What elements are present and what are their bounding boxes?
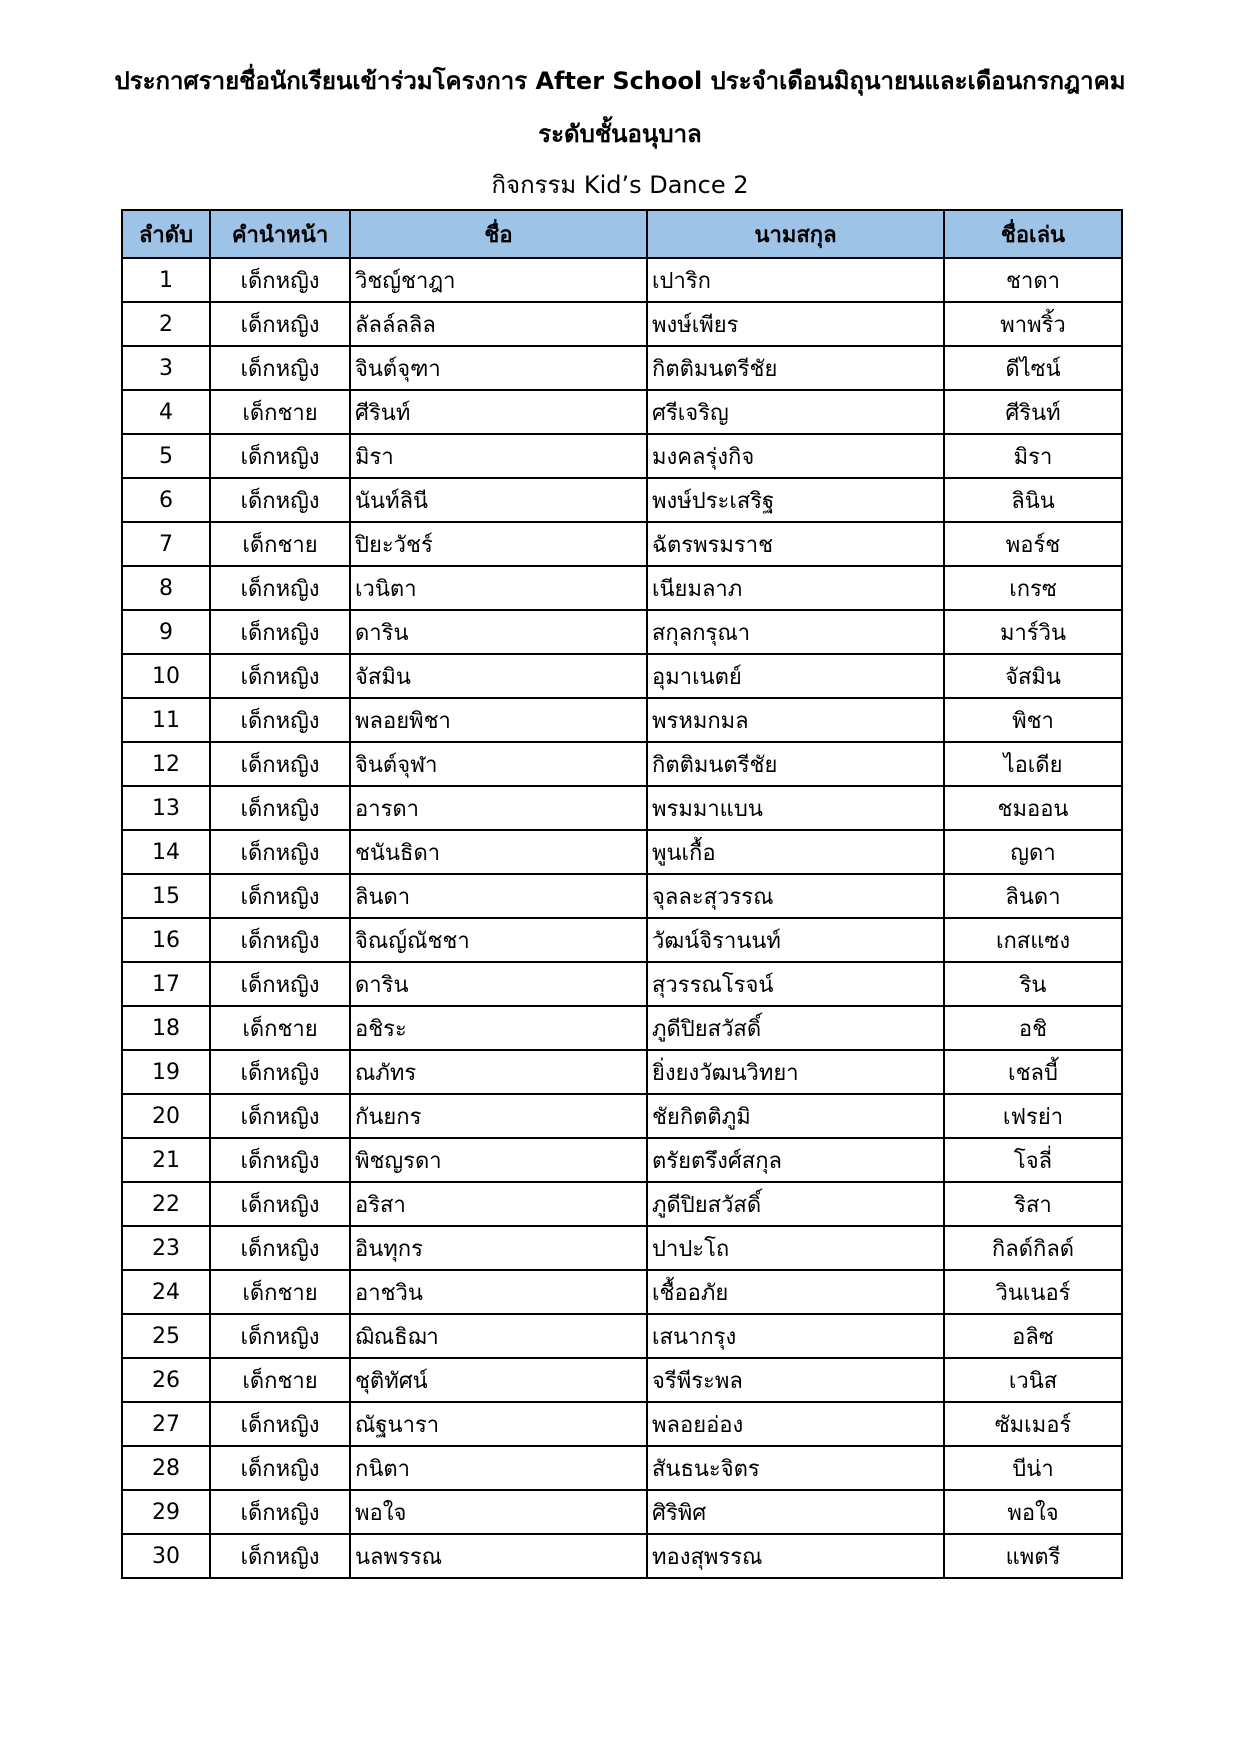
cell-last-name: จุลละสุวรรณ	[647, 874, 944, 918]
table-row	[122, 918, 1122, 962]
cell-order: 10	[122, 654, 210, 698]
table-row	[122, 698, 1122, 742]
cell-nickname: ชาดา	[944, 258, 1122, 302]
table-row	[122, 390, 1122, 434]
cell-first-name: ดาริน	[350, 610, 647, 654]
cell-last-name: ปาปะโถ	[647, 1226, 944, 1270]
cell-prefix: เด็กชาย	[210, 1270, 350, 1314]
student-roster-table	[121, 209, 1123, 1579]
cell-last-name: สันธนะจิตร	[647, 1446, 944, 1490]
cell-order: 25	[122, 1314, 210, 1358]
cell-first-name: นันท์ลินี	[350, 478, 647, 522]
cell-order: 26	[122, 1358, 210, 1402]
table-row	[122, 1182, 1122, 1226]
cell-order: 13	[122, 786, 210, 830]
cell-last-name: ศิริพิศ	[647, 1490, 944, 1534]
cell-last-name: สุวรรณโรจน์	[647, 962, 944, 1006]
cell-prefix: เด็กหญิง	[210, 962, 350, 1006]
cell-prefix: เด็กหญิง	[210, 698, 350, 742]
cell-prefix: เด็กหญิง	[210, 478, 350, 522]
cell-order: 6	[122, 478, 210, 522]
cell-first-name: ณภัทร	[350, 1050, 647, 1094]
cell-order: 2	[122, 302, 210, 346]
cell-first-name: จัสมิน	[350, 654, 647, 698]
cell-order: 8	[122, 566, 210, 610]
cell-first-name: เวนิตา	[350, 566, 647, 610]
cell-nickname: มาร์วิน	[944, 610, 1122, 654]
cell-nickname: ศีรินท์	[944, 390, 1122, 434]
cell-order: 28	[122, 1446, 210, 1490]
cell-nickname: อลิซ	[944, 1314, 1122, 1358]
cell-prefix: เด็กหญิง	[210, 742, 350, 786]
cell-order: 19	[122, 1050, 210, 1094]
column-header-prefix: คำนำหน้า	[210, 210, 350, 258]
cell-prefix: เด็กหญิง	[210, 1314, 350, 1358]
table-row	[122, 1050, 1122, 1094]
table-row	[122, 786, 1122, 830]
cell-order: 5	[122, 434, 210, 478]
cell-first-name: ปิยะวัชร์	[350, 522, 647, 566]
table-body	[122, 258, 1122, 1578]
cell-prefix: เด็กชาย	[210, 1358, 350, 1402]
cell-first-name: อินทุกร	[350, 1226, 647, 1270]
cell-order: 16	[122, 918, 210, 962]
cell-first-name: ฌิณธิฌา	[350, 1314, 647, 1358]
cell-first-name: อชิระ	[350, 1006, 647, 1050]
column-header-order: ลำดับ	[122, 210, 210, 258]
cell-nickname: พิชา	[944, 698, 1122, 742]
table-row	[122, 478, 1122, 522]
cell-first-name: จิณญ์ณัชชา	[350, 918, 647, 962]
cell-prefix: เด็กหญิง	[210, 1182, 350, 1226]
cell-nickname: แพตรี	[944, 1534, 1122, 1578]
table-row	[122, 1402, 1122, 1446]
cell-first-name: อาชวิน	[350, 1270, 647, 1314]
cell-prefix: เด็กชาย	[210, 522, 350, 566]
table-row	[122, 1138, 1122, 1182]
cell-order: 14	[122, 830, 210, 874]
cell-last-name: พรหมกมล	[647, 698, 944, 742]
cell-first-name: ชุติทัศน์	[350, 1358, 647, 1402]
cell-nickname: ริสา	[944, 1182, 1122, 1226]
cell-last-name: ตรัยตรึงศ์สกุล	[647, 1138, 944, 1182]
cell-order: 1	[122, 258, 210, 302]
cell-nickname: โจลี่	[944, 1138, 1122, 1182]
cell-nickname: บีน่า	[944, 1446, 1122, 1490]
cell-first-name: ศีรินท์	[350, 390, 647, 434]
cell-first-name: อริสา	[350, 1182, 647, 1226]
cell-prefix: เด็กหญิง	[210, 346, 350, 390]
cell-nickname: พอใจ	[944, 1490, 1122, 1534]
cell-order: 4	[122, 390, 210, 434]
table-row	[122, 1094, 1122, 1138]
cell-nickname: ลินดา	[944, 874, 1122, 918]
cell-order: 20	[122, 1094, 210, 1138]
cell-last-name: พงษ์เพียร	[647, 302, 944, 346]
cell-nickname: เกสแซง	[944, 918, 1122, 962]
table-row	[122, 1006, 1122, 1050]
table-row	[122, 1534, 1122, 1578]
cell-last-name: วัฒน์จิรานนท์	[647, 918, 944, 962]
cell-prefix: เด็กหญิง	[210, 1138, 350, 1182]
table-row	[122, 1446, 1122, 1490]
cell-prefix: เด็กหญิง	[210, 610, 350, 654]
cell-order: 23	[122, 1226, 210, 1270]
cell-last-name: เสนากรุง	[647, 1314, 944, 1358]
cell-nickname: เชลบี้	[944, 1050, 1122, 1094]
cell-order: 9	[122, 610, 210, 654]
column-header-nickname: ชื่อเล่น	[944, 210, 1122, 258]
cell-nickname: ดีไซน์	[944, 346, 1122, 390]
table-row	[122, 522, 1122, 566]
table-row	[122, 346, 1122, 390]
cell-first-name: จินต์จุฑา	[350, 346, 647, 390]
cell-nickname: มิรา	[944, 434, 1122, 478]
cell-prefix: เด็กหญิง	[210, 302, 350, 346]
cell-prefix: เด็กชาย	[210, 390, 350, 434]
cell-last-name: สกุลกรุณา	[647, 610, 944, 654]
cell-last-name: พงษ์ประเสริฐ	[647, 478, 944, 522]
document-title: ประกาศรายชื่อนักเรียนเข้าร่วมโครงการ After School ประจำเดือนมิถุนายนและเดือนกรกฎาคม	[114, 67, 1126, 95]
cell-last-name: มงคลรุ่งกิจ	[647, 434, 944, 478]
cell-order: 17	[122, 962, 210, 1006]
cell-prefix: เด็กหญิง	[210, 654, 350, 698]
cell-prefix: เด็กหญิง	[210, 874, 350, 918]
cell-first-name: พลอยพิชา	[350, 698, 647, 742]
cell-last-name: กิตติมนตรีชัย	[647, 346, 944, 390]
cell-nickname: เฟรย่า	[944, 1094, 1122, 1138]
cell-nickname: เวนิส	[944, 1358, 1122, 1402]
cell-nickname: ญดา	[944, 830, 1122, 874]
cell-prefix: เด็กหญิง	[210, 434, 350, 478]
table-row	[122, 742, 1122, 786]
cell-first-name: ลินดา	[350, 874, 647, 918]
cell-last-name: จรีพีระพล	[647, 1358, 944, 1402]
cell-order: 7	[122, 522, 210, 566]
cell-last-name: ฉัตรพรมราช	[647, 522, 944, 566]
cell-order: 24	[122, 1270, 210, 1314]
table-row	[122, 610, 1122, 654]
cell-order: 15	[122, 874, 210, 918]
table-row	[122, 566, 1122, 610]
cell-last-name: ศรีเจริญ	[647, 390, 944, 434]
cell-nickname: พอร์ช	[944, 522, 1122, 566]
cell-last-name: ภูดีปิยสวัสดิ์	[647, 1182, 944, 1226]
cell-order: 29	[122, 1490, 210, 1534]
cell-nickname: วินเนอร์	[944, 1270, 1122, 1314]
column-header-last-name: นามสกุล	[647, 210, 944, 258]
cell-order: 12	[122, 742, 210, 786]
cell-prefix: เด็กหญิง	[210, 566, 350, 610]
table-row	[122, 258, 1122, 302]
cell-prefix: เด็กชาย	[210, 1006, 350, 1050]
cell-last-name: เปาริก	[647, 258, 944, 302]
cell-first-name: มิรา	[350, 434, 647, 478]
cell-prefix: เด็กหญิง	[210, 1446, 350, 1490]
cell-nickname: อชิ	[944, 1006, 1122, 1050]
cell-last-name: พรมมาแบน	[647, 786, 944, 830]
cell-first-name: ชนันธิดา	[350, 830, 647, 874]
cell-nickname: จัสมิน	[944, 654, 1122, 698]
cell-last-name: อุมาเนตย์	[647, 654, 944, 698]
document-subtitle-activity: กิจกรรม Kid’s Dance 2	[491, 171, 749, 199]
table-row	[122, 1270, 1122, 1314]
cell-first-name: นลพรรณ	[350, 1534, 647, 1578]
cell-first-name: พอใจ	[350, 1490, 647, 1534]
cell-prefix: เด็กหญิง	[210, 830, 350, 874]
cell-last-name: กิตติมนตรีชัย	[647, 742, 944, 786]
cell-nickname: ลินิน	[944, 478, 1122, 522]
column-header-first-name: ชื่อ	[350, 210, 647, 258]
cell-prefix: เด็กหญิง	[210, 786, 350, 830]
table-row	[122, 1358, 1122, 1402]
table-header-row	[122, 210, 1122, 258]
table-row	[122, 874, 1122, 918]
cell-first-name: ณัฐนารา	[350, 1402, 647, 1446]
table-row	[122, 654, 1122, 698]
cell-first-name: อารดา	[350, 786, 647, 830]
cell-nickname: ชมออน	[944, 786, 1122, 830]
cell-first-name: กันยกร	[350, 1094, 647, 1138]
cell-prefix: เด็กหญิง	[210, 1402, 350, 1446]
cell-prefix: เด็กหญิง	[210, 918, 350, 962]
table-row	[122, 434, 1122, 478]
cell-last-name: ภูดีปิยสวัสดิ์	[647, 1006, 944, 1050]
cell-last-name: เชื้ออภัย	[647, 1270, 944, 1314]
cell-nickname: เกรซ	[944, 566, 1122, 610]
document-subtitle-level: ระดับชั้นอนุบาล	[538, 120, 702, 148]
table-row	[122, 1314, 1122, 1358]
table-row	[122, 962, 1122, 1006]
cell-last-name: ยิ่งยงวัฒนวิทยา	[647, 1050, 944, 1094]
table-row	[122, 302, 1122, 346]
cell-first-name: กนิตา	[350, 1446, 647, 1490]
table-header	[122, 210, 1122, 258]
cell-nickname: กิลด์กิลด์	[944, 1226, 1122, 1270]
cell-nickname: ซัมเมอร์	[944, 1402, 1122, 1446]
cell-last-name: พูนเกื้อ	[647, 830, 944, 874]
cell-order: 18	[122, 1006, 210, 1050]
cell-prefix: เด็กหญิง	[210, 1490, 350, 1534]
cell-prefix: เด็กหญิง	[210, 1094, 350, 1138]
cell-order: 3	[122, 346, 210, 390]
cell-order: 22	[122, 1182, 210, 1226]
cell-prefix: เด็กหญิง	[210, 1050, 350, 1094]
cell-order: 11	[122, 698, 210, 742]
cell-last-name: พลอยอ่อง	[647, 1402, 944, 1446]
cell-last-name: ทองสุพรรณ	[647, 1534, 944, 1578]
cell-nickname: ไอเดีย	[944, 742, 1122, 786]
table-row	[122, 1490, 1122, 1534]
cell-order: 27	[122, 1402, 210, 1446]
cell-last-name: เนียมลาภ	[647, 566, 944, 610]
cell-first-name: ลัลล์ลลิล	[350, 302, 647, 346]
cell-prefix: เด็กหญิง	[210, 1226, 350, 1270]
cell-prefix: เด็กหญิง	[210, 258, 350, 302]
table-row	[122, 1226, 1122, 1270]
cell-first-name: พิชญรดา	[350, 1138, 647, 1182]
cell-first-name: ดาริน	[350, 962, 647, 1006]
cell-first-name: วิชญ์ชาฎา	[350, 258, 647, 302]
cell-order: 21	[122, 1138, 210, 1182]
cell-nickname: พาพริ้ว	[944, 302, 1122, 346]
cell-first-name: จินต์จุฬา	[350, 742, 647, 786]
cell-order: 30	[122, 1534, 210, 1578]
cell-last-name: ชัยกิตติภูมิ	[647, 1094, 944, 1138]
table-row	[122, 830, 1122, 874]
cell-nickname: ริน	[944, 962, 1122, 1006]
cell-prefix: เด็กหญิง	[210, 1534, 350, 1578]
